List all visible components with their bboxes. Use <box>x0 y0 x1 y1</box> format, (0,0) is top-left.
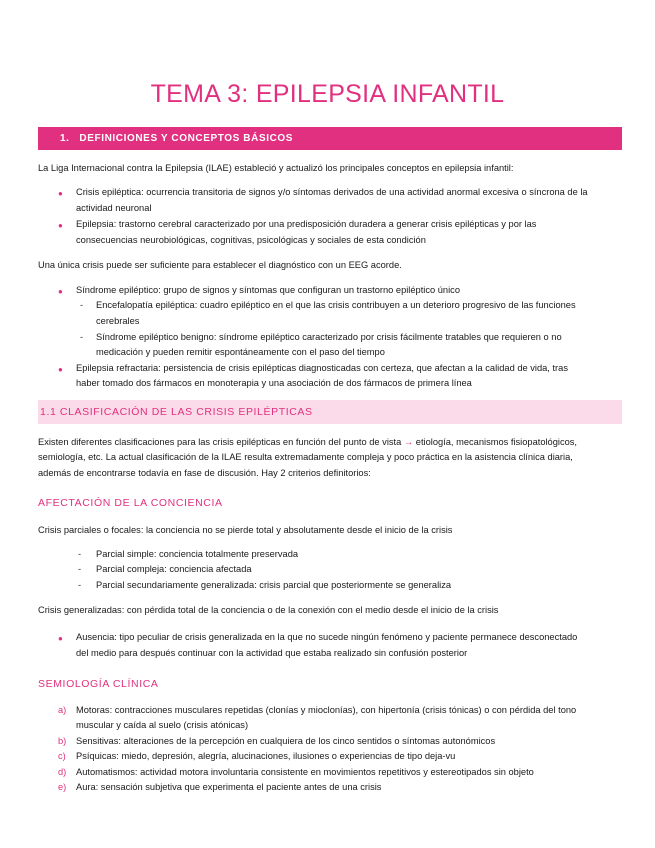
section-label: DEFINICIONES Y CONCEPTOS BÁSICOS <box>79 133 294 144</box>
syndrome-definition: Síndrome epiléptico: grupo de signos y síntomas que configuran un trastorno epiléptico único <box>76 285 460 295</box>
absence-line1: Ausencia: tipo peculiar de crisis generalizada en la que no sucede ningún fenómeno y paciente permanece desconectado <box>76 632 578 642</box>
benigno-line2: medicación y pueden remitir espontáneamente con el paso del tiempo <box>96 347 385 357</box>
dash-marker: - <box>78 549 82 559</box>
subheading-semiologia: SEMIOLOGÍA CLÍNICA <box>38 678 159 690</box>
generalized-intro: Crisis generalizadas: con pérdida total de la conciencia o de la conexión con el medio desde el inicio de la crisis <box>38 605 499 615</box>
dash-marker: - <box>78 580 82 590</box>
list-letter: b) <box>58 736 67 746</box>
list-letter: a) <box>58 705 67 715</box>
absence-line2: del medio para después continuar con la actividad que estaba realizado sin confusión posterior <box>76 648 468 658</box>
partial-generalized: Parcial secundariamente generalizada: crisis parcial que posteriormente se generaliza <box>96 580 452 590</box>
def-crisis-line2: actividad neuronal <box>76 203 152 213</box>
def-epilepsia-line2: consecuencias neurobiológicas, cognitivas, psicológicas y sociales de esta condición <box>76 235 426 245</box>
arrow-right-icon: → <box>403 437 414 447</box>
single-crisis-paragraph: Una única crisis puede ser suficiente para establecer el diagnóstico con un EEG acorde. <box>38 260 402 270</box>
semio-automatismos: Automatismos: actividad motora involuntaria consistente en movimientos repetitivos y estereotipados sin objeto <box>76 767 534 777</box>
dash-marker: - <box>80 300 84 310</box>
list-letter: d) <box>58 767 67 777</box>
bullet-icon: ● <box>58 221 63 230</box>
classification-text-a: Existen diferentes clasificaciones para las crisis epilépticas en función del punto de vista <box>38 437 402 447</box>
list-letter: c) <box>58 751 66 761</box>
semio-sensitivas: Sensitivas: alteraciones de la percepción en cualquiera de los cinco sentidos o síntomas autonómicos <box>76 736 496 746</box>
classification-line2: semiología, etc. La actual clasificación de la ILAE resulta extremadamente compleja y poco práctica en la asistencia clínica diaria, <box>38 452 573 462</box>
bullet-icon: ● <box>58 287 63 296</box>
refractaria-line2: haber tomado dos fármacos en monoterapia y una asociación de dos fármacos de primera línea <box>76 378 472 388</box>
section-heading-definiciones <box>38 127 622 150</box>
intro-paragraph: La Liga Internacional contra la Epilepsia (ILAE) estableció y actualizó los principales conceptos en epilepsia infantil: <box>38 163 514 173</box>
encefalopatia-line1: Encefalopatía epiléptica: cuadro epiléptico en el que las crisis contribuyen a un deterioro progresivo de las funciones <box>96 300 576 310</box>
benigno-line1: Síndrome epiléptico benigno: síndrome epiléptico caracterizado por crisis fácilmente tratables que requieren o no <box>96 332 562 342</box>
bullet-icon: ● <box>58 189 63 198</box>
encefalopatia-line2: cerebrales <box>96 316 140 326</box>
classification-line1 <box>38 435 577 451</box>
partial-complex: Parcial compleja: conciencia afectada <box>96 564 252 574</box>
classification-text-b: etiología, mecanismos fisiopatológicos, <box>415 437 578 447</box>
refractaria-line1: Epilepsia refractaria: persistencia de crisis epilépticas diagnosticadas con certeza, que afectan a la calidad de vida, tras <box>76 363 568 373</box>
semio-psiquicas: Psíquicas: miedo, depresión, alegría, alucinaciones, ilusiones o experiencias de tipo deja-vu <box>76 751 456 761</box>
semio-aura: Aura: sensación subjetiva que experimenta el paciente antes de una crisis <box>76 782 382 792</box>
page-title: TEMA 3: EPILEPSIA INFANTIL <box>150 80 505 108</box>
bullet-icon: ● <box>58 365 63 374</box>
subheading-afectacion: AFECTACIÓN DE LA CONCIENCIA <box>38 497 223 509</box>
section-number: 1. <box>60 133 70 144</box>
dash-marker: - <box>78 564 82 574</box>
semio-motoras-line1: Motoras: contracciones musculares repetidas (clonías y mioclonías), con hipertonía (crisis tónicas) o con pérdida del tono <box>76 705 577 715</box>
dash-marker: - <box>80 332 84 342</box>
partial-intro: Crisis parciales o focales: la conciencia no se pierde total y absolutamente desde el inicio de la crisis <box>38 525 453 535</box>
bullet-icon: ● <box>58 634 63 643</box>
semio-motoras-line2: muscular y caída al suelo (crisis atónicas) <box>76 720 249 730</box>
classification-line3: además de encontrarse todavía en fase de discusión. Hay 2 criterios definitorios: <box>38 468 371 478</box>
section-heading-clasificacion: 1.1 CLASIFICACIÓN DE LAS CRISIS EPILÉPTICAS <box>38 400 622 424</box>
def-epilepsia-line1: Epilepsia: trastorno cerebral caracterizado por una predisposición duradera a generar crisis epilépticas y por las <box>76 219 537 229</box>
list-letter: e) <box>58 782 67 792</box>
def-crisis-line1: Crisis epiléptica: ocurrencia transitoria de signos y/o síntomas derivados de una actividad anormal excesiva o síncrona de la <box>76 187 588 197</box>
partial-simple: Parcial simple: conciencia totalmente preservada <box>96 549 299 559</box>
